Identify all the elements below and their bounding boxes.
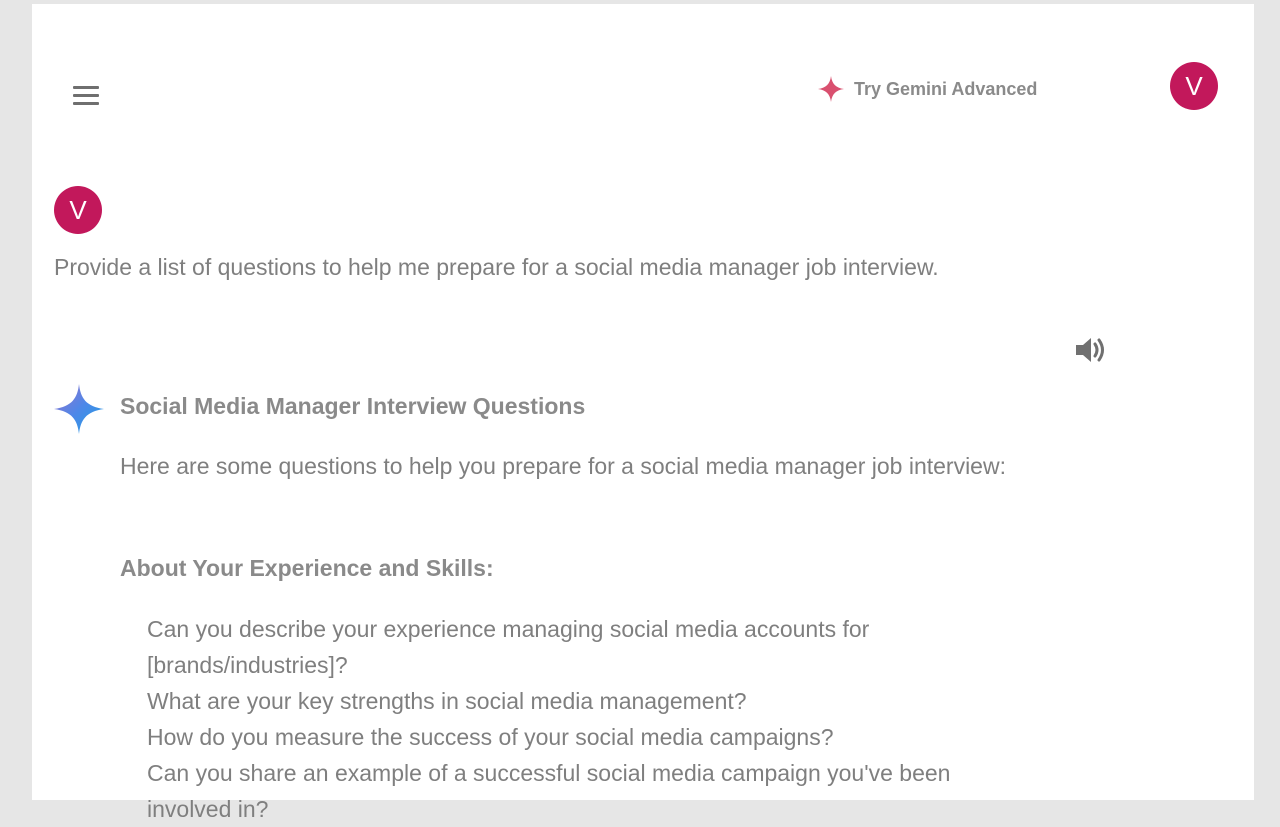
user-avatar: V [54,186,102,234]
gemini-sparkle-icon [54,384,104,434]
account-avatar[interactable]: V [1170,62,1218,110]
speaker-icon [1072,334,1108,366]
response-intro: Here are some questions to help you prepare for a social media manager job interview: [120,453,1006,479]
main-menu-button[interactable] [69,80,103,110]
user-prompt-text: Provide a list of questions to help me prepare for a social media manager job interview. [54,254,939,280]
app-window [32,4,1254,822]
try-gemini-advanced-label: Try Gemini Advanced [854,78,1038,99]
hamburger-menu-icon [73,86,99,89]
try-gemini-advanced-button[interactable] [818,74,1037,104]
question-item: Can you describe your experience managing social media accounts for [brands/industries]? [147,616,870,678]
question-item: Can you share an example of a successful social media campaign you've been involved in? [147,760,951,822]
sparkle-icon [818,76,844,102]
question-list [120,611,1027,827]
question-item: What are your key strengths in social media management? [147,688,747,714]
section-title: About Your Experience and Skills: [120,555,494,581]
read-aloud-button[interactable] [1072,334,1108,366]
question-item: How do you measure the success of your social media campaigns? [147,724,834,750]
gemini-response [120,390,1120,827]
response-title: Social Media Manager Interview Questions [120,393,586,419]
